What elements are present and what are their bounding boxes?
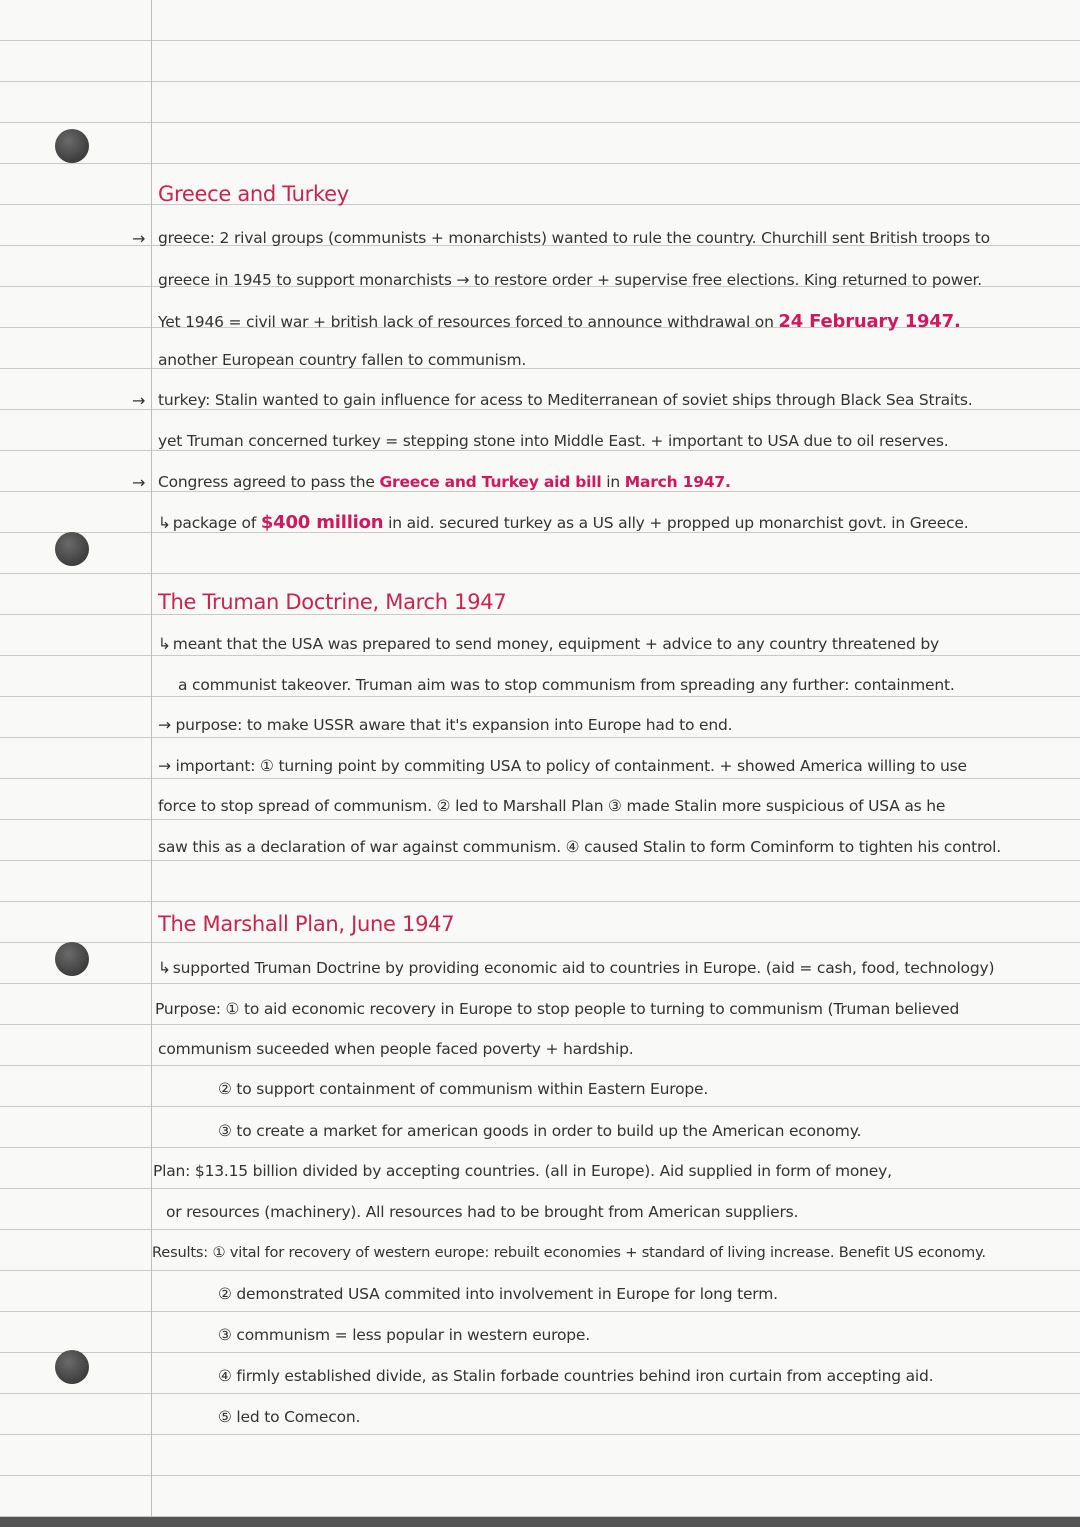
note-line: turkey: Stalin wanted to gain influence for acess to Mediterranean of soviet ships through Black Sea Straits.: [158, 391, 973, 409]
note-line: ② to support containment of communism within Eastern Europe.: [218, 1080, 709, 1098]
hook-arrow-icon: ↳: [158, 635, 171, 653]
arrow-icon: →: [132, 391, 146, 410]
note-line: communism suceeded when people faced poverty + hardship.: [158, 1040, 634, 1058]
note-line: [158, 311, 961, 332]
arrow-icon: →: [158, 757, 176, 775]
note-line: ③ communism = less popular in western europe.: [218, 1326, 590, 1344]
highlight-bill: Greece and Turkey aid bill: [379, 473, 602, 491]
note-text: purpose: to make USSR aware that it's expansion into Europe had to end.: [175, 716, 733, 734]
note-line: ⑤ led to Comecon.: [218, 1408, 361, 1426]
note-line: [158, 716, 732, 734]
note-line: [158, 635, 939, 653]
note-text: in: [601, 473, 625, 491]
note-line: saw this as a declaration of war against communism. ④ caused Stalin to form Cominform to tighten his control.: [158, 838, 1001, 856]
highlight-amount: $400 million: [260, 512, 384, 533]
punch-hole: [55, 532, 89, 566]
highlight-date: March 1947.: [624, 473, 731, 491]
page-bottom-edge: [0, 1517, 1080, 1527]
note-line: [158, 473, 731, 491]
note-line: [158, 512, 968, 533]
note-line: greece in 1945 to support monarchists → to restore order + supervise free elections. King returned to power.: [158, 271, 983, 289]
hook-arrow-icon: ↳: [158, 514, 171, 532]
margin-line: [151, 0, 152, 1527]
note-line: [158, 959, 994, 977]
arrow-icon: →: [132, 473, 146, 492]
note-line: ③ to create a market for american goods in order to build up the American economy.: [218, 1122, 862, 1140]
note-line: greece: 2 rival groups (communists + monarchists) wanted to rule the country. Churchill sent British troops to: [158, 229, 990, 247]
note-text: meant that the USA was prepared to send money, equipment + advice to any country threatened by: [172, 635, 939, 653]
note-line: ② demonstrated USA commited into involvement in Europe for long term.: [218, 1285, 778, 1303]
note-text: supported Truman Doctrine by providing economic aid to countries in Europe. (aid = cash, food, technology): [172, 959, 995, 977]
note-text: Yet 1946 = civil war + british lack of resources forced to announce withdrawal on: [158, 313, 779, 331]
note-line: force to stop spread of communism. ② led to Marshall Plan ③ made Stalin more suspicious of USA as he: [158, 797, 946, 815]
highlight-date: 24 February 1947.: [778, 311, 961, 332]
note-text: in aid. secured turkey as a US ally + propped up monarchist govt. in Greece.: [383, 514, 969, 532]
note-line: a communist takeover. Truman aim was to stop communism from spreading any further: containment.: [178, 676, 955, 694]
hook-arrow-icon: ↳: [158, 959, 171, 977]
arrow-icon: →: [158, 716, 176, 734]
note-text: package of: [172, 514, 261, 532]
note-line: ④ firmly established divide, as Stalin forbade countries behind iron curtain from accepting aid.: [218, 1367, 934, 1385]
note-text: important: ① turning point by commiting USA to policy of containment. + showed America willing to use: [175, 757, 967, 775]
punch-hole: [55, 942, 89, 976]
note-line: Results: ① vital for recovery of western europe: rebuilt economies + standard of living increase. Benefit US economy.: [152, 1244, 986, 1261]
heading-greece-turkey: Greece and Turkey: [158, 182, 349, 206]
note-text: Congress agreed to pass the: [158, 473, 380, 491]
heading-truman-doctrine: The Truman Doctrine, March 1947: [158, 590, 507, 614]
note-line: another European country fallen to communism.: [158, 351, 527, 369]
heading-marshall-plan: The Marshall Plan, June 1947: [158, 912, 455, 936]
note-line: yet Truman concerned turkey = stepping stone into Middle East. + important to USA due to oil reserves.: [158, 432, 949, 450]
note-line: Plan: $13.15 billion divided by accepting countries. (all in Europe). Aid supplied in form of money,: [153, 1162, 892, 1180]
punch-hole: [55, 129, 89, 163]
note-line: or resources (machinery). All resources had to be brought from American suppliers.: [166, 1203, 799, 1221]
arrow-icon: →: [132, 229, 146, 248]
note-line: Purpose: ① to aid economic recovery in Europe to stop people to turning to communism (Truman believed: [155, 1000, 960, 1018]
punch-hole: [55, 1350, 89, 1384]
note-line: [158, 757, 967, 775]
